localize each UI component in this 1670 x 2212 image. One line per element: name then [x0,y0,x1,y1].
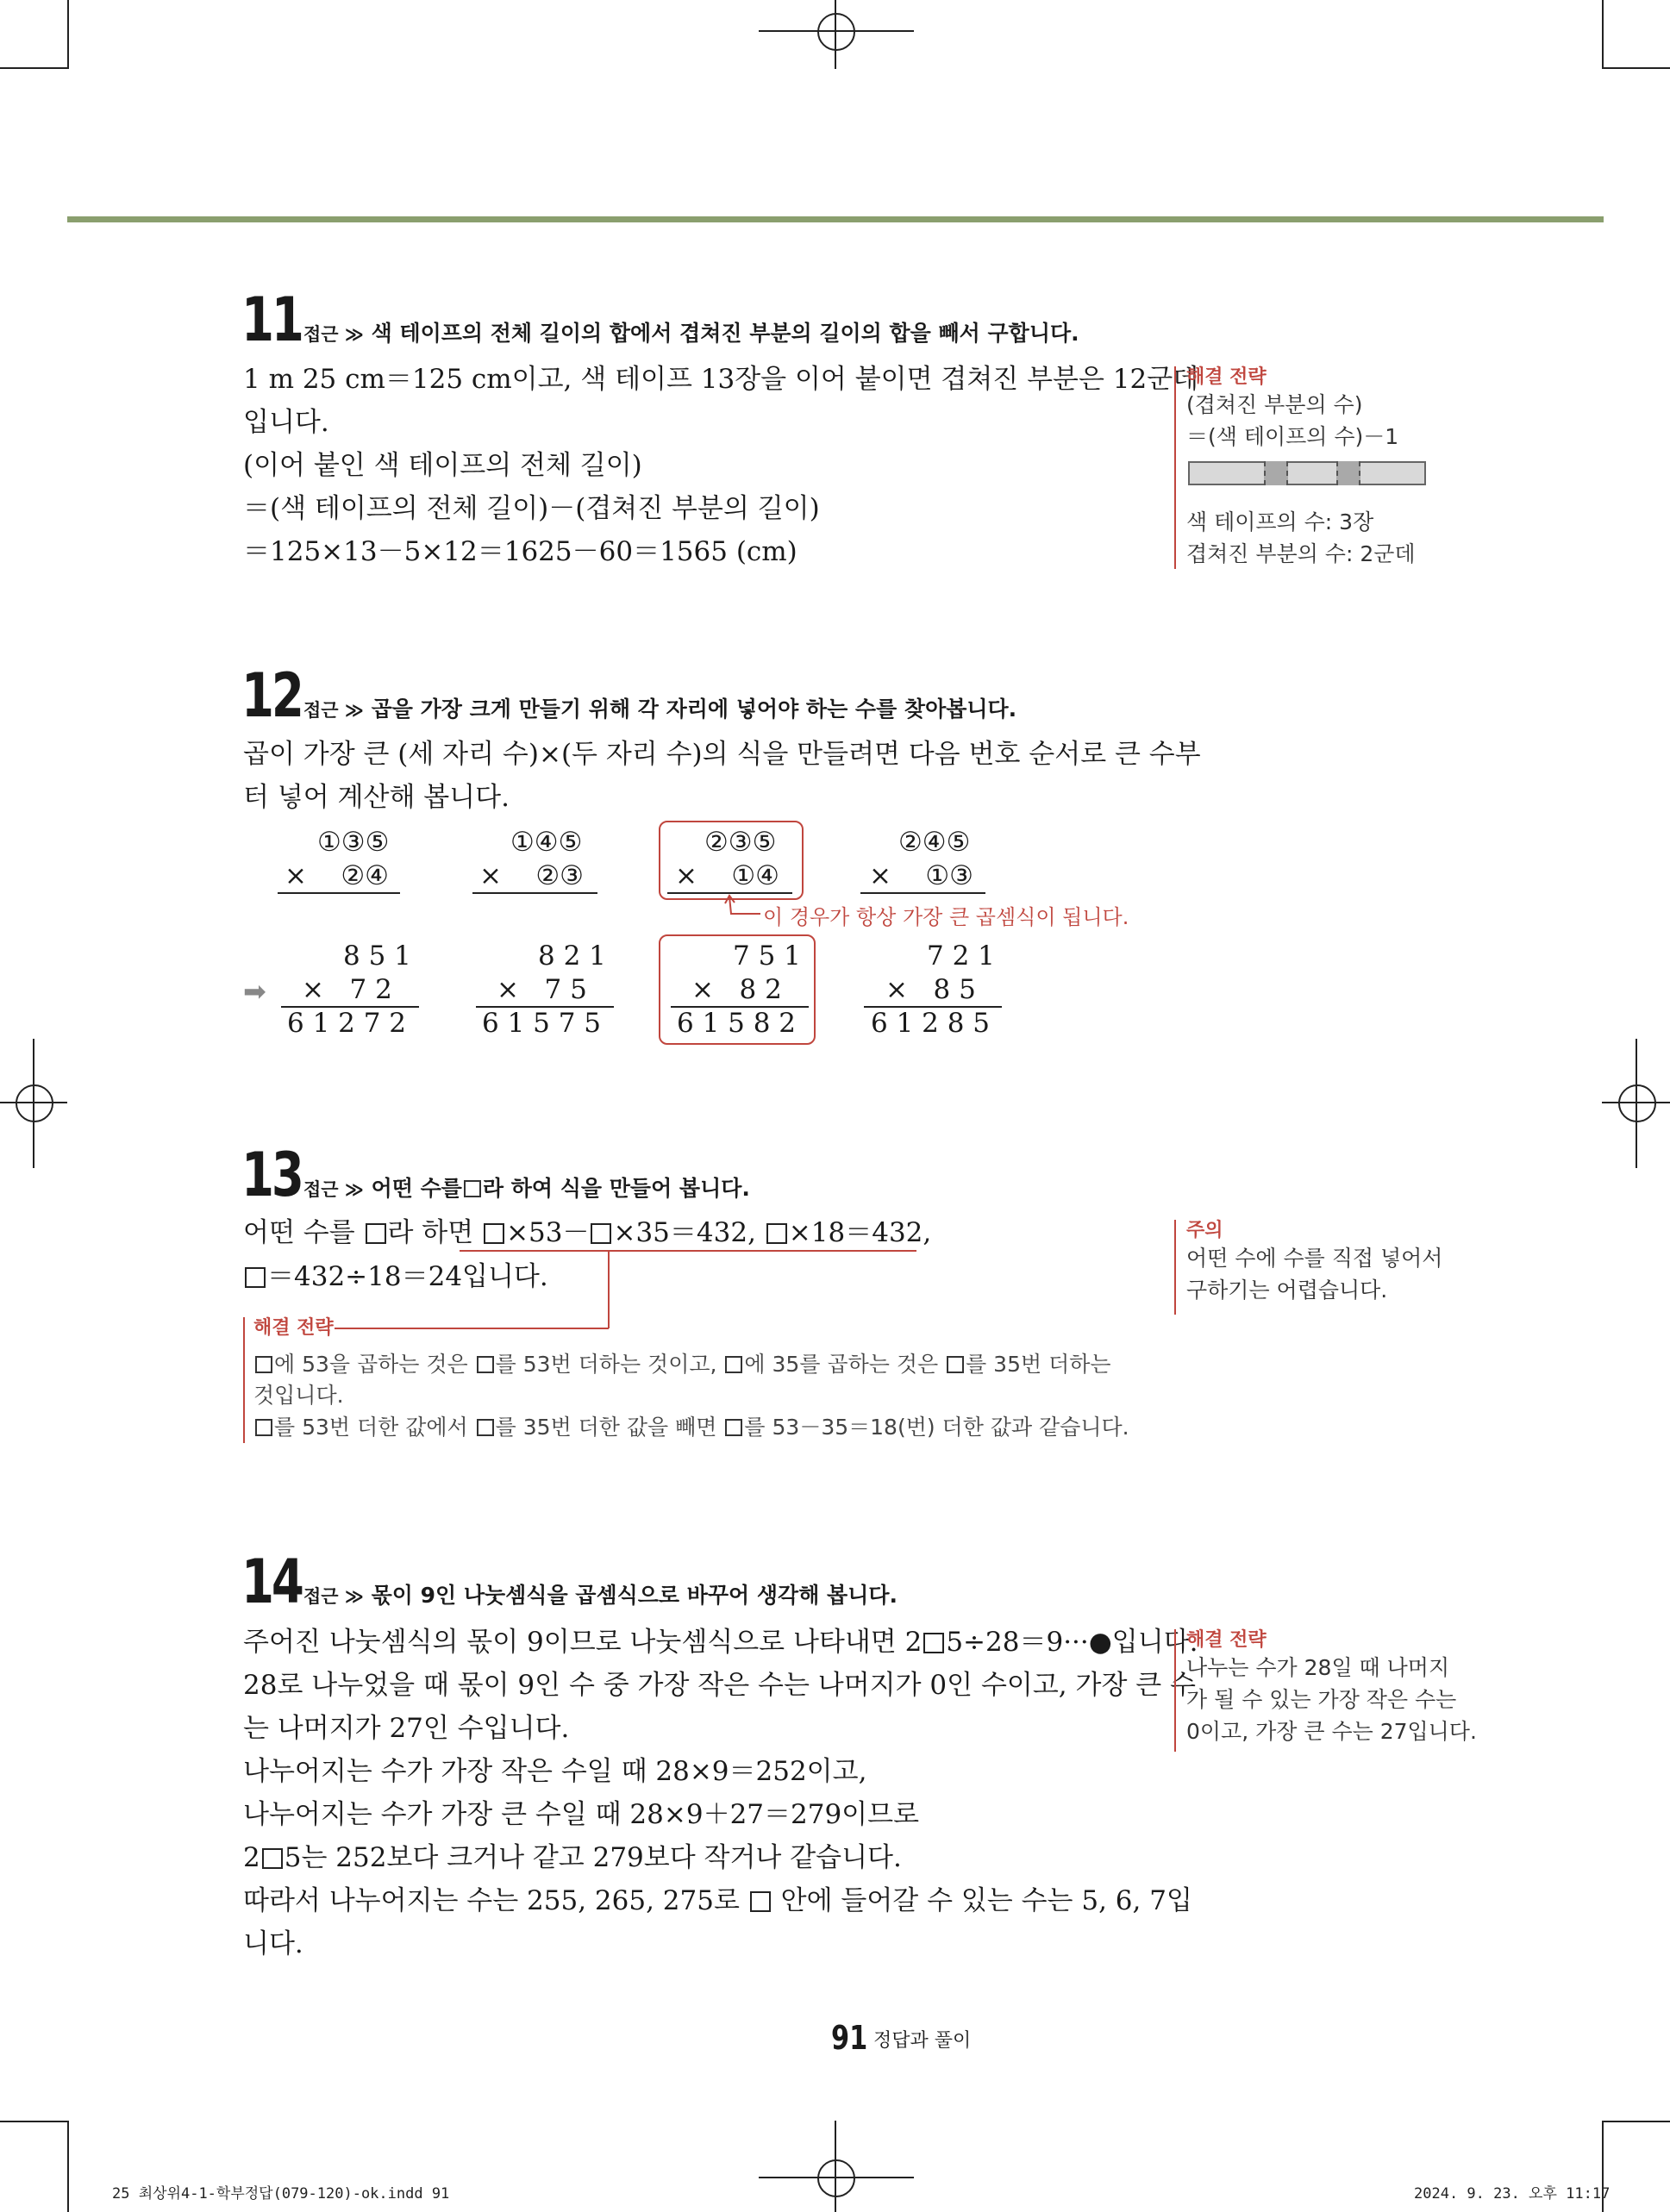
q14-line-6 [243,1842,902,1873]
question-number-14: 14 [241,1547,302,1617]
approach-tag: 접근 ≫ [303,324,364,345]
order-bottom-4: × ①③ [869,860,973,891]
q13-line-1 [243,1217,932,1248]
text: ×18＝432, [788,1217,932,1248]
order-rule-2 [472,892,597,894]
max-product-note: 이 경우가 항상 가장 큰 곱셈식이 됩니다. [763,905,1129,929]
blank-box-icon [262,1848,283,1869]
q14-line-1 [243,1629,1198,1656]
order-top-2: ①④⑤ [510,827,583,858]
tape-overlap-1 [1264,461,1288,485]
calc-2-result: 6 1 5 7 5 [482,1008,602,1039]
overlap-count: 겹쳐진 부분의 수: 2군데 [1186,541,1416,567]
approach-tag: 접근 ≫ [303,700,364,721]
approach-13 [303,1172,750,1203]
calc-1-a: 8 5 1 [343,940,411,972]
order-top-3: ②③⑤ [704,827,777,858]
q13-strategy-line-3 [253,1411,1129,1443]
calc-4-result: 6 1 2 8 5 [871,1008,991,1039]
q12-line-2: 터 넣어 계산해 봅니다. [243,782,510,813]
text: 안에 들어갈 수 있는 수는 5, 6, 7입 [780,1885,1192,1916]
text: ×35＝432, [613,1217,756,1248]
blank-box-icon [484,1223,504,1244]
q14-line-2: 28로 나누었을 때 몫이 9인 수 중 가장 작은 수는 나머지가 0인 수이고, 가장 큰 수 [243,1670,1196,1701]
footer-file-info: 25 최상위4-1-학부정답(079-120)-ok.indd 91 [112,2185,450,2203]
strategy-line-1: (겹쳐진 부분의 수) [1186,392,1363,418]
blank-box-icon [591,1223,611,1244]
q13-caution-box [1174,1220,1471,1315]
blank-box-icon [464,1180,481,1197]
text: 5÷28＝9···●입니다. [946,1627,1198,1658]
q11-line-3: (이어 붙인 색 테이프의 전체 길이) [243,450,642,481]
question-number-12: 12 [241,660,302,731]
q11-line-2: 입니다. [243,407,329,438]
blank-box-icon [725,1419,742,1436]
strategy-line-1: 나누는 수가 28일 때 나머지 [1186,1655,1450,1681]
calc-1-result: 6 1 2 7 2 [287,1008,407,1039]
blank-box-icon [725,1356,742,1373]
strategy-line-2: ＝(색 테이프의 수)－1 [1186,424,1399,450]
text: 어떤 수를 [243,1217,355,1248]
calc-3-a: 7 5 1 [733,940,801,972]
blank-box-icon [766,1223,787,1244]
approach-text: 곱을 가장 크게 만들기 위해 각 자리에 넣어야 하는 수를 찾아봅니다. [371,697,1017,722]
q13-strategy-title: 해결 전략 [253,1317,334,1339]
q11-strategy-box [1174,366,1471,569]
calc-4-a: 7 2 1 [927,940,995,972]
blank-box-icon [366,1223,386,1244]
q14-strategy-box [1174,1629,1477,1752]
calc-3-result: 6 1 5 8 2 [677,1008,797,1039]
q14-line-8: 니다. [243,1928,303,1959]
q12-line-1: 곱이 가장 큰 (세 자리 수)×(두 자리 수)의 식을 만들려면 다음 번호 순서로 큰 수부 [243,739,1201,770]
q11-line-4: ＝(색 테이프의 전체 길이)－(겹쳐진 부분의 길이) [243,493,820,524]
tape-overlap-2 [1336,461,1360,485]
calc-1-b: × 7 2 [302,974,392,1005]
blank-box-icon [750,1891,771,1912]
page-number: 91 [831,2019,868,2057]
header-rule [67,216,1604,222]
q11-line-1: 1 m 25 cm＝125 cm이고, 색 테이프 13장을 이어 붙이면 겹쳐진 부분은 12군데 [243,364,1199,395]
order-bottom-1: × ②④ [285,860,389,891]
text: 주어진 나눗셈식의 몫이 9이므로 나눗셈식으로 나타내면 2 [243,1627,923,1658]
text: 5는 252보다 크거나 같고 279보다 작거나 같습니다. [284,1842,902,1873]
strategy-title: 해결 전략 [1186,366,1267,388]
q14-line-3: 는 나머지가 27인 수입니다. [243,1713,570,1744]
question-number-11: 11 [241,284,302,355]
q13-connector [608,1251,610,1328]
tape-diagram [1186,453,1471,506]
caution-line-2: 구하기는 어렵습니다. [1186,1278,1388,1303]
q14-line-7 [243,1885,1192,1916]
blank-box-icon [255,1419,272,1436]
note-arrow-icon [722,893,762,924]
text: ×53－ [506,1217,590,1248]
q13-line-2 [243,1261,548,1292]
blank-box-icon [245,1267,266,1288]
q13-strategy-line-2: 것입니다. [253,1383,344,1408]
approach-text-a: 어떤 수를 [371,1176,462,1201]
approach-tag: 접근 ≫ [303,1179,364,1200]
text: 따라서 나누어지는 수는 255, 265, 275로 [243,1885,740,1916]
text: 를 53－35＝18(번) 더한 값과 같습니다. [744,1415,1129,1440]
calc-3-b: × 8 2 [691,974,782,1005]
text: 를 35번 더한 값을 빼면 [495,1415,717,1440]
approach-tag: 접근 ≫ [303,1586,364,1607]
blank-box-icon [477,1419,494,1436]
strategy-line-3: 0이고, 가장 큰 수는 27입니다. [1186,1719,1477,1745]
approach-11 [303,316,1079,347]
text: 에 53을 곱하는 것은 [274,1352,468,1377]
approach-14 [303,1578,898,1609]
calc-4-b: × 8 5 [885,974,976,1005]
calc-2-a: 8 2 1 [538,940,606,972]
calc-2-b: × 7 5 [497,974,587,1005]
text: ＝432÷18＝24입니다. [267,1261,548,1292]
q13-underline [460,1250,916,1252]
right-arrow-icon: ➡ [243,975,266,1008]
tape-strip [1188,461,1426,485]
question-number-13: 13 [241,1140,302,1210]
q14-line-5: 나누어지는 수가 가장 큰 수일 때 28×9＋27＝279이므로 [243,1799,920,1830]
text: 를 35번 더하는 [966,1352,1111,1377]
strategy-title: 해결 전략 [1186,1629,1267,1651]
approach-12 [303,692,1016,723]
approach-text: 색 테이프의 전체 길이의 합에서 겹쳐진 부분의 길이의 합을 빼서 구합니다. [371,321,1079,346]
text: 2 [243,1842,260,1873]
q11-line-5: ＝125×13－5×12＝1625－60＝1565 (cm) [243,536,797,567]
order-bottom-2: × ②③ [479,860,584,891]
blank-box-icon [923,1633,944,1653]
order-bottom-3: × ①④ [675,860,779,891]
order-rule-1 [278,892,400,894]
order-top-4: ②④⑤ [898,827,971,858]
blank-box-icon [947,1356,964,1373]
caution-title: 주의 [1186,1220,1223,1241]
approach-text: 몫이 9인 나눗셈식을 곱셈식으로 바꾸어 생각해 봅니다. [371,1583,898,1608]
strategy-line-2: 가 될 수 있는 가장 작은 수는 [1186,1687,1457,1713]
blank-box-icon [477,1356,494,1373]
order-top-1: ①③⑤ [317,827,390,858]
q14-line-4: 나누어지는 수가 가장 작은 수일 때 28×9＝252이고, [243,1756,867,1787]
footer-timestamp: 2024. 9. 23. 오후 11:17 [1414,2185,1611,2203]
order-rule-4 [860,892,985,894]
caution-line-1: 어떤 수에 수를 직접 넣어서 [1186,1246,1443,1272]
q13-strategy-bar [243,1317,245,1443]
text: 를 53번 더하는 것이고, [495,1352,717,1377]
page-label: 정답과 풀이 [873,2030,972,2052]
approach-text-b: 라 하여 식을 만들어 봅니다. [482,1176,750,1201]
text: 를 53번 더한 값에서 [274,1415,468,1440]
tape-count: 색 테이프의 수: 3장 [1186,509,1374,535]
blank-box-icon [255,1356,272,1373]
q13-strategy-line-1 [253,1348,1111,1380]
q13-strategy-rule [335,1328,609,1329]
text: 에 35를 곱하는 것은 [744,1352,939,1377]
text: 라 하면 [387,1217,474,1248]
